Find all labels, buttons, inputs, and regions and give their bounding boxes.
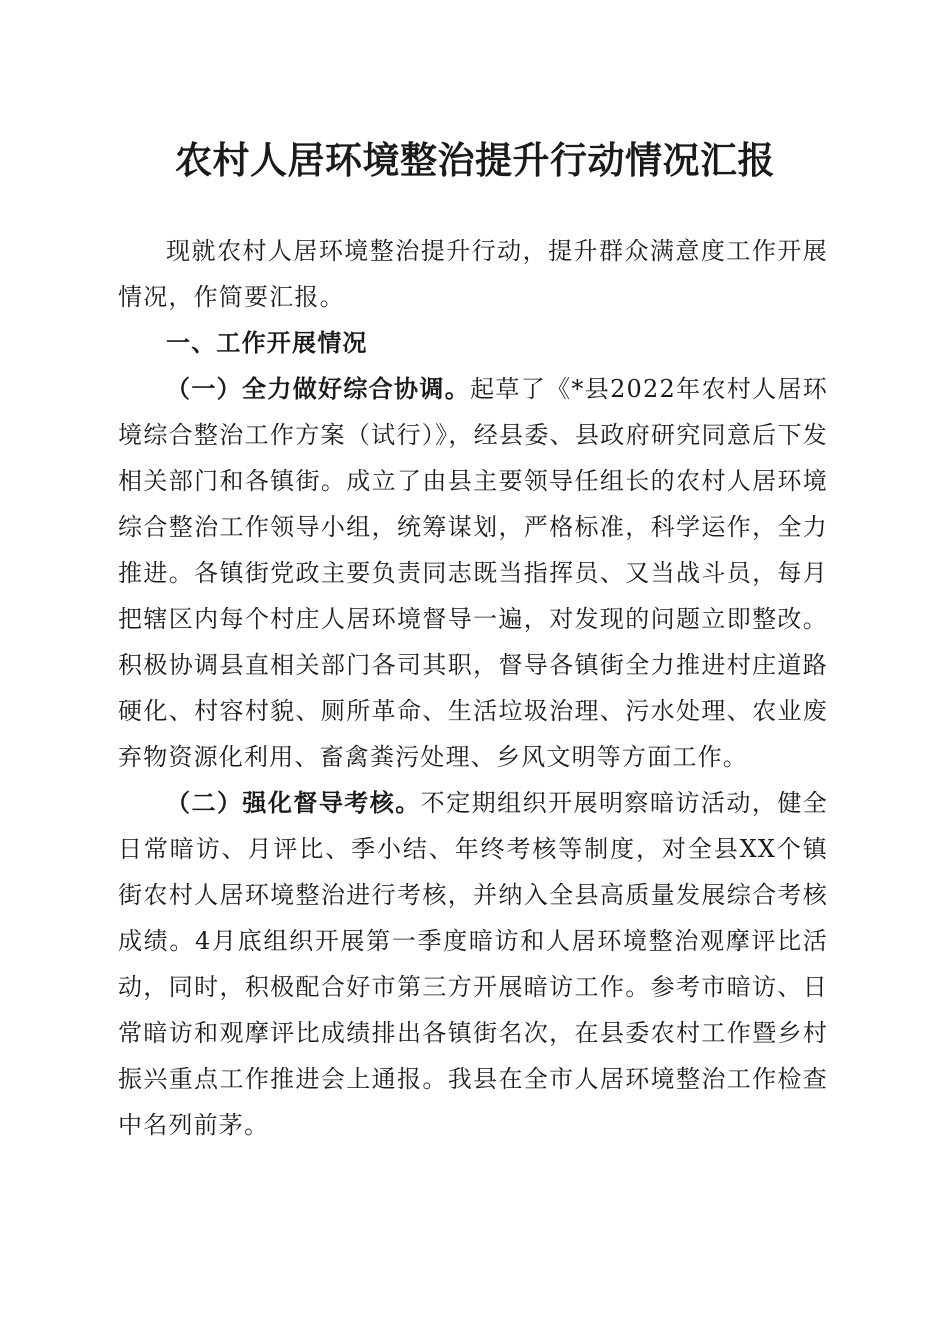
document-title: 农村人居环境整治提升行动情况汇报 (175, 138, 775, 182)
item-paragraph-1 (118, 366, 828, 780)
item-paragraph-2 (118, 780, 828, 1148)
item-text-2: 不定期组织开展明察暗访活动，健全日常暗访、月评比、季小结、年终考核等制度，对全县XX个镇街农村人居环境整治进行考核，并纳入全县高质量发展综合考核成绩。4月底组织开展第一季度暗访和人居环境整治观摩评比活动，同时，积极配合好市第三方开展暗访工作。参考市暗访、日常暗访和观摩评比成绩排出各镇街名次，在县委农村工作暨乡村振兴重点工作推进会上通报。我县在全市人居环境整治工作检查中名列前茅。 (118, 789, 828, 1139)
document-body (118, 228, 828, 1148)
section-heading: 一、工作开展情况 (166, 329, 368, 357)
item-text-1: 起草了《*县2022年农村人居环境综合整治工作方案（试行）》，经县委、县政府研究同意后下发相关部门和各镇街。成立了由县主要领导任组长的农村人居环境综合整治工作领导小组，统筹谋划，严格标准，科学运作，全力推进。各镇街党政主要负责同志既当指挥员、又当战斗员，每月把辖区内每个村庄人居环境督导一遍，对发现的问题立即整改。积极协调县直相关部门各司其职，督导各镇街全力推进村庄道路硬化、村容村貌、厕所革命、生活垃圾治理、污水处理、农业废弃物资源化利用、畜禽粪污处理、乡风文明等方面工作。 (118, 375, 828, 771)
item-lead-1: （一）全力做好综合协调。 (166, 374, 471, 403)
item-lead-2: （二）强化督导考核。 (166, 788, 421, 817)
intro-paragraph: 现就农村人居环境整治提升行动，提升群众满意度工作开展情况，作简要汇报。 (118, 237, 828, 311)
